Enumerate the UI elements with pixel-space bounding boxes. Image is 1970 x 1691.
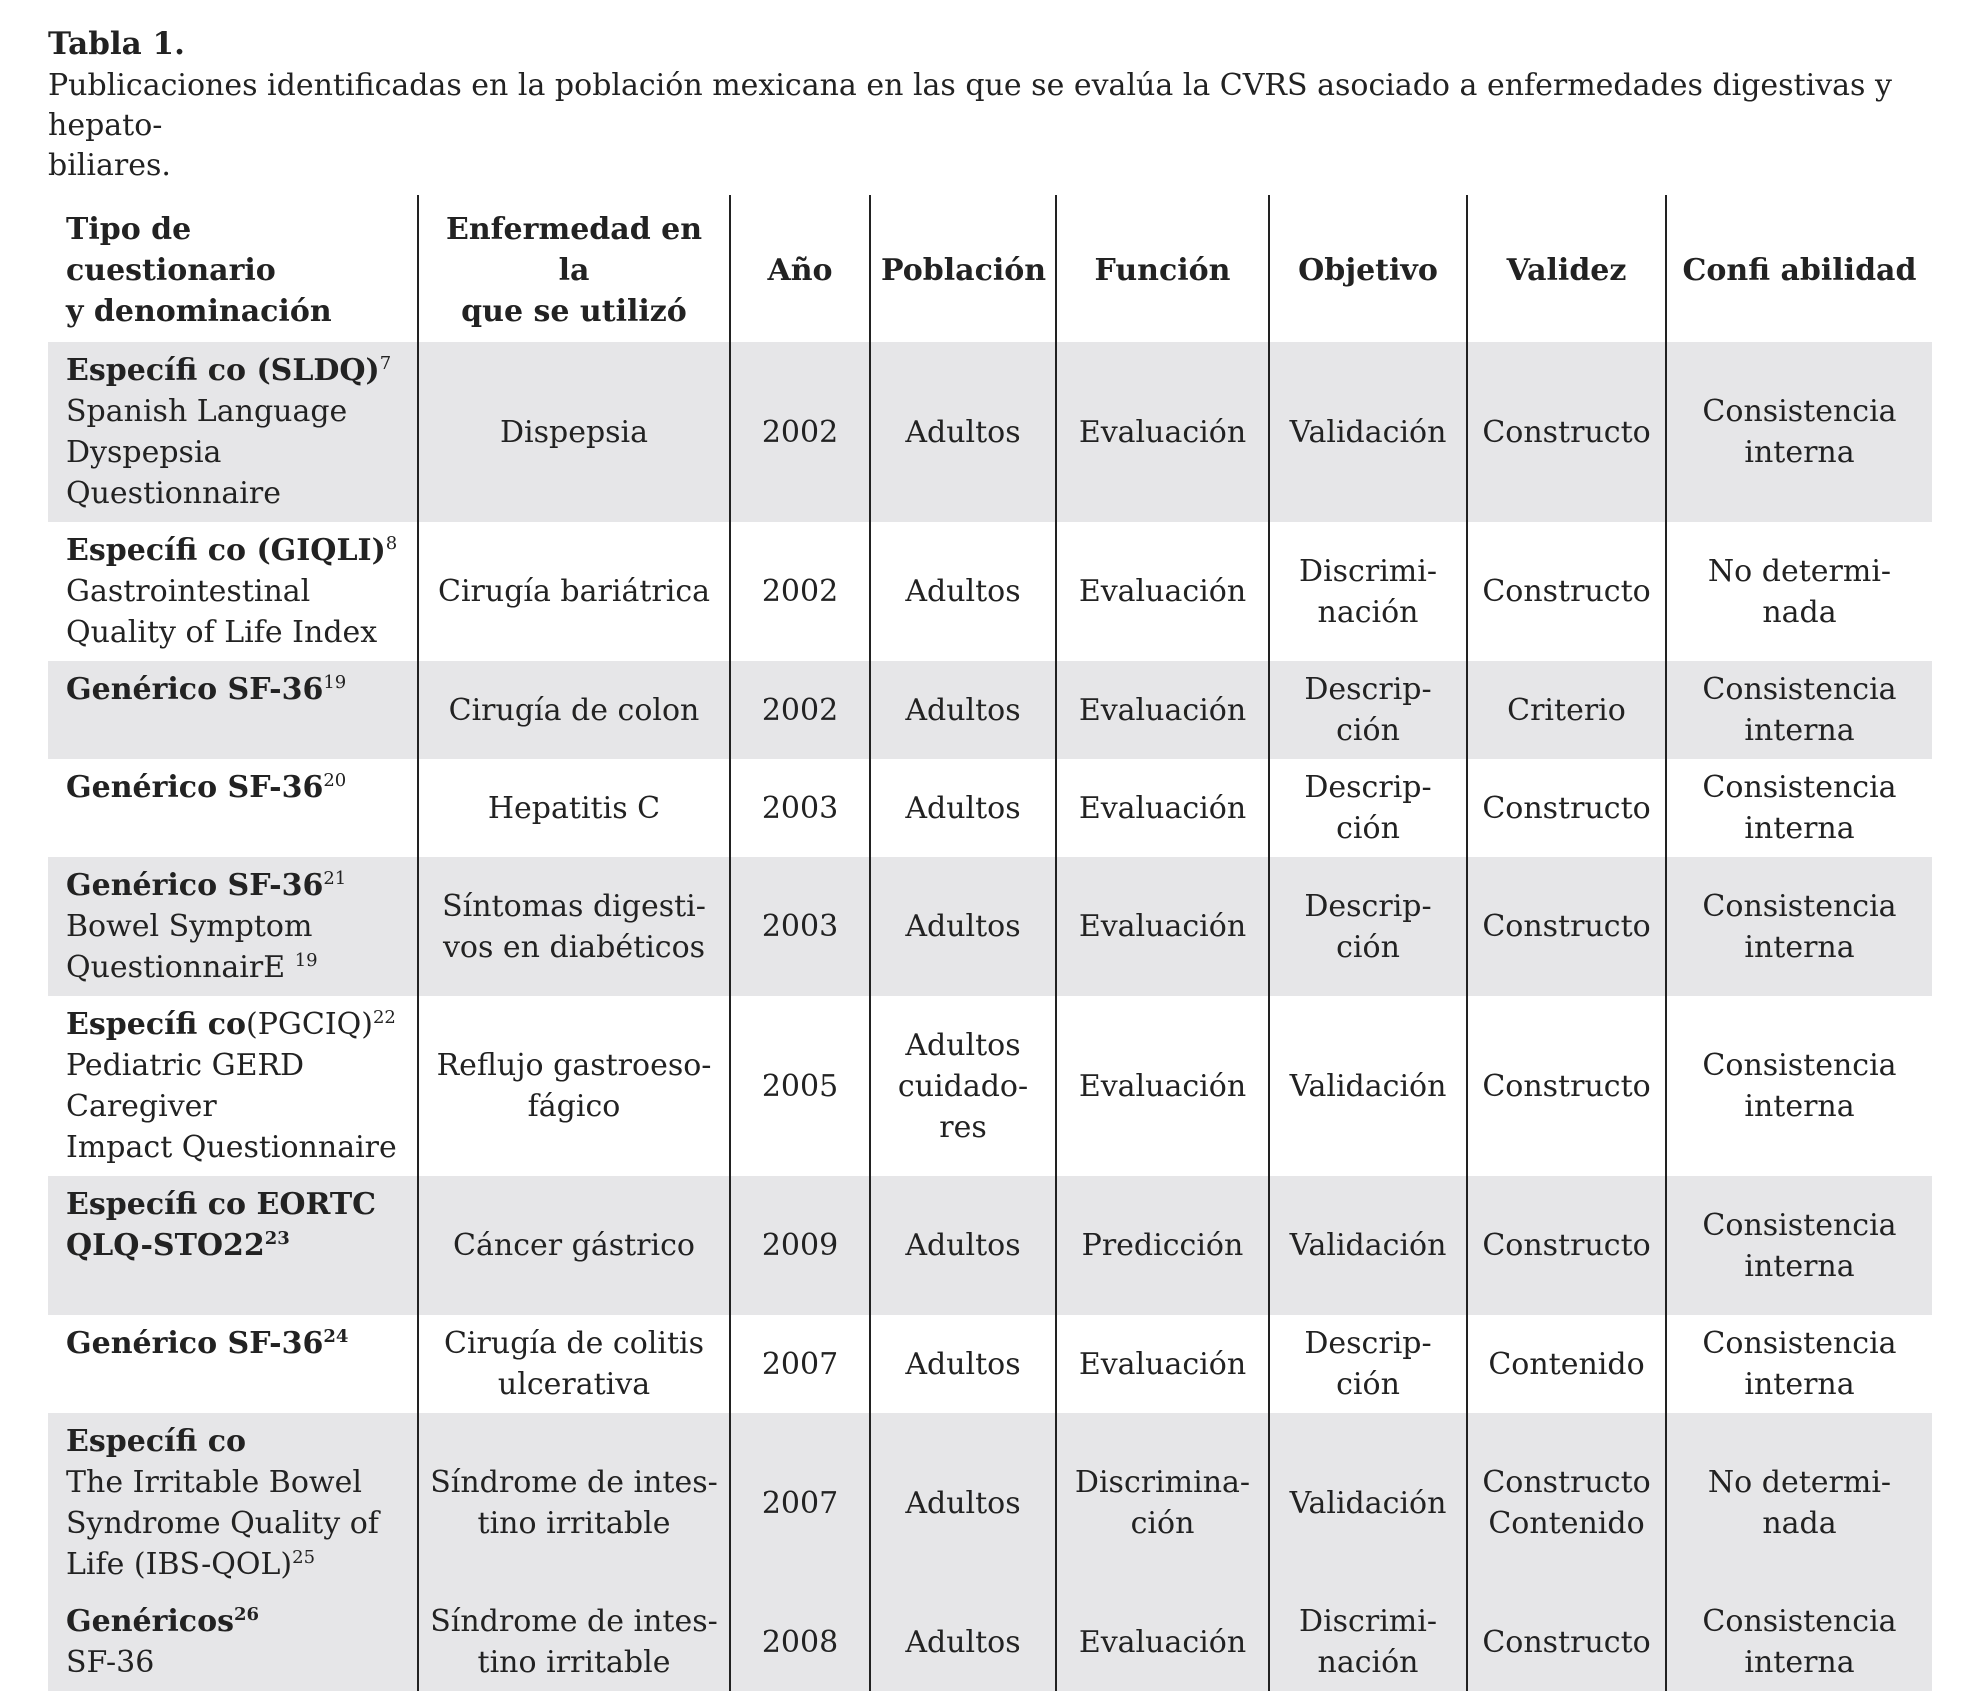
cell-year: 2007 [730,1413,870,1593]
cell-questionnaire: Específi co EORTC QLQ-$STO22^{23}$ [48,1176,418,1315]
cell-questionnaire: Específi co (SLDQ)$^7$ Spanish Language Dyspepsia Questionnaire [48,342,418,522]
header-disease: Enfermedad en la que se utilizó [418,195,730,342]
cell-reliability: Consistencia interna [1666,1315,1932,1413]
cell-year: 2002 [730,661,870,759]
caption-title: Tabla 1. [48,26,185,62]
cell-population: Adultos [870,857,1056,996]
cell-validity: Contenido [1467,1315,1666,1413]
cell-objective: Validación [1269,1413,1467,1593]
cell-function: Evaluación [1056,1315,1269,1413]
cell-disease: Síntomas digesti- vos en diabéticos [418,857,730,996]
cell-validity: Constructo [1467,1176,1666,1315]
header-questionnaire: Tipo de cuestionario y denominación [66,212,332,329]
caption-line: biliares. [48,148,171,183]
cell-reliability: Consistencia interna [1666,759,1932,857]
cell-questionnaire: Específi co The Irritable Bowel Syndrome Quality of Life $(IBS-QOL)^{25}$ [48,1413,418,1593]
cell-questionnaire: Genéricos$^{26}$ SF-36 [48,1593,418,1691]
cell-function: Evaluación [1056,522,1269,661]
cell-disease: Síndrome de intes- tino irritable [418,1593,730,1691]
cell-questionnaire: Específi co (GIQLI)$^8$ Gastrointestinal Quality of Life Index [66,533,398,650]
table-row [48,1176,1932,1315]
cell-function: Evaluación [1056,1593,1269,1691]
table-row [48,1413,1932,1593]
cell-validity: Constructo [1467,996,1666,1176]
cell-reliability: Consistencia interna [1666,661,1932,759]
cell-objective: Descrip- ción [1269,1315,1467,1413]
cell-function: Evaluación [1056,342,1269,522]
cell-year: 2002 [730,342,870,522]
cell-reliability: No determi- nada [1666,1413,1932,1593]
header-year: Año [730,195,870,342]
cell-disease: Cáncer gástrico [418,1176,730,1315]
cell-year: 2007 [730,1315,870,1413]
cell-validity: Constructo [1467,342,1666,522]
cell-disease: Hepatitis C [418,759,730,857]
caption-line: Publicaciones identificadas en la población mexicana en las que se evalúa la CVRS asociado a enfermedades digestivas y hepato- [48,68,1892,143]
cell-reliability: No determi- nada [1666,522,1932,661]
cell-reliability: Consistencia interna [1666,342,1932,522]
table-row [48,996,1932,1176]
cell-function: Evaluación [1056,996,1269,1176]
cell-validity: Constructo Contenido [1467,1413,1666,1593]
cell-population: Adultos [870,1176,1056,1315]
cell-function: Evaluación [1056,857,1269,996]
cell-objective: Discrimi- nación [1269,1593,1467,1691]
cell-objective: Validación [1269,342,1467,522]
cell-reliability: Consistencia interna [1666,857,1932,996]
table-row [48,1593,1932,1691]
cell-population: Adultos [870,1413,1056,1593]
cell-function: Predicción [1056,1176,1269,1315]
cell-disease: Síndrome de intes- tino irritable [418,1413,730,1593]
header-objective: Objetivo [1269,195,1467,342]
table-row [48,759,1932,857]
cell-disease: Cirugía de colon [418,661,730,759]
cell-disease: Cirugía bariátrica [418,522,730,661]
cell-population: Adultos [870,1593,1056,1691]
cell-questionnaire: Genérico $SF-36^{19}$ [48,661,418,759]
cell-year: 2002 [730,522,870,661]
cell-questionnaire: Genérico $SF-36^{24}$ [66,1326,349,1361]
cell-validity: Constructo [1467,759,1666,857]
cell-objective: Validación [1269,1176,1467,1315]
publications-table [48,195,1932,1691]
cell-function: Evaluación [1056,759,1269,857]
cell-function: Evaluación [1056,661,1269,759]
cell-year: 2003 [730,857,870,996]
cell-reliability: Consistencia interna [1666,996,1932,1176]
cell-year: 2009 [730,1176,870,1315]
cell-objective: Descrip- ción [1269,857,1467,996]
header-validity: Validez [1467,195,1666,342]
cell-questionnaire: Genérico $SF-36^{21}$ Bowel Symptom QuestionnairE $^{19}$ [48,857,418,996]
cell-population: Adultos [870,342,1056,522]
cell-population: Adultos [870,1315,1056,1413]
table-row [48,522,1932,661]
header-function: Función [1056,195,1269,342]
cell-questionnaire: Genérico $SF-36^{20}$ [66,770,347,805]
cell-population: Adultos cuidado- res [870,996,1056,1176]
cell-disease: Cirugía de colitis ulcerativa [418,1315,730,1413]
table-row [48,857,1932,996]
cell-population: Adultos [870,759,1056,857]
cell-reliability: Consistencia interna [1666,1593,1932,1691]
header-row [48,195,1932,342]
cell-objective: Discrimi- nación [1269,522,1467,661]
header-population: Población [870,195,1056,342]
cell-validity: Constructo [1467,1593,1666,1691]
cell-year: 2005 [730,996,870,1176]
table-row [48,661,1932,759]
cell-function: Discrimina- ción [1056,1413,1269,1593]
header-reliability: Confi abilidad [1666,195,1932,342]
cell-questionnaire: Específi co(PGCIQ)$^{22}$ Pediatric GERD Caregiver Impact Questionnaire [66,1007,397,1165]
table-row [48,342,1932,522]
cell-objective: Descrip- ción [1269,661,1467,759]
cell-disease: Dispepsia [418,342,730,522]
cell-objective: Descrip- ción [1269,759,1467,857]
cell-validity: Constructo [1467,857,1666,996]
cell-validity: Constructo [1467,522,1666,661]
cell-objective: Validación [1269,996,1467,1176]
table-caption [48,22,1928,186]
table-row [48,1315,1932,1413]
cell-year: 2003 [730,759,870,857]
cell-reliability: Consistencia interna [1666,1176,1932,1315]
cell-population: Adultos [870,522,1056,661]
cell-population: Adultos [870,661,1056,759]
cell-validity: Criterio [1467,661,1666,759]
cell-year: 2008 [730,1593,870,1691]
caption-description [48,66,1928,186]
cell-disease: Reflujo gastroeso- fágico [418,996,730,1176]
